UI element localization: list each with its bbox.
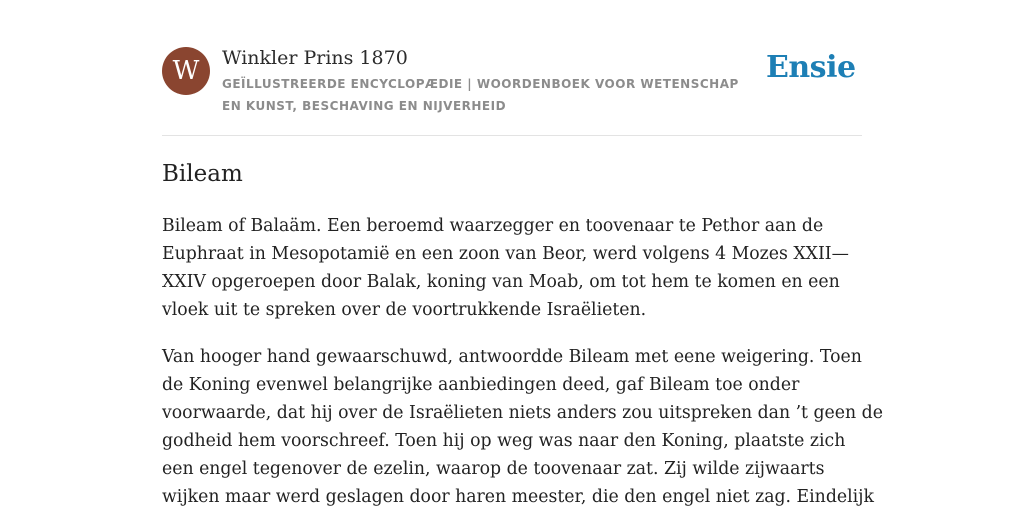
text-line: Euphraat in Mesopotamië en een zoon van Beor, werd volgens 4 Mozes XXII— xyxy=(162,244,849,264)
source-header xyxy=(162,46,862,136)
source-title-link[interactable]: Winkler Prins 1870 xyxy=(222,47,408,69)
text-line: een engel tegenover de ezelin, waarop de toovenaar zat. Zij wilde zijwaarts xyxy=(162,459,825,479)
text-line: wijken maar werd geslagen door haren meester, die den engel niet zag. Eindelijk xyxy=(162,487,874,507)
article-body xyxy=(162,212,883,512)
article-paragraph xyxy=(162,343,883,511)
header-divider xyxy=(162,135,862,136)
text-line: voorwaarde, dat hij over de Israëlieten niets anders zou uitspreken dan ’t geen de xyxy=(162,403,883,423)
article-title: Bileam xyxy=(162,161,243,187)
text-line: XXIV opgeroepen door Balak, koning van Moab, om tot hem te komen en een xyxy=(162,272,840,292)
source-avatar[interactable]: W xyxy=(162,47,210,95)
text-line: Van hooger hand gewaarschuwd, antwoordde Bileam met eene weigering. Toen xyxy=(162,347,862,367)
text-line: vloek uit te spreken over de voortrukkende Israëlieten. xyxy=(162,300,647,320)
ensie-logo-link[interactable]: Ensie xyxy=(766,50,856,85)
source-subtitle: GEÏLLUSTREERDE ENCYCLOPÆDIE | WOORDENBOEK VOOR WETENSCHAP EN KUNST, BESCHAVING EN NIJVERHEID xyxy=(222,77,739,113)
text-line: Bileam of Balaäm. Een beroemd waarzegger en toovenaar te Pethor aan de xyxy=(162,216,824,236)
article-paragraph xyxy=(162,212,866,324)
text-line: de Koning evenwel belangrijke aanbiedingen deed, gaf Bileam toe onder xyxy=(162,375,800,395)
text-line: godheid hem voorschreef. Toen hij op weg was naar den Koning, plaatste zich xyxy=(162,431,846,451)
